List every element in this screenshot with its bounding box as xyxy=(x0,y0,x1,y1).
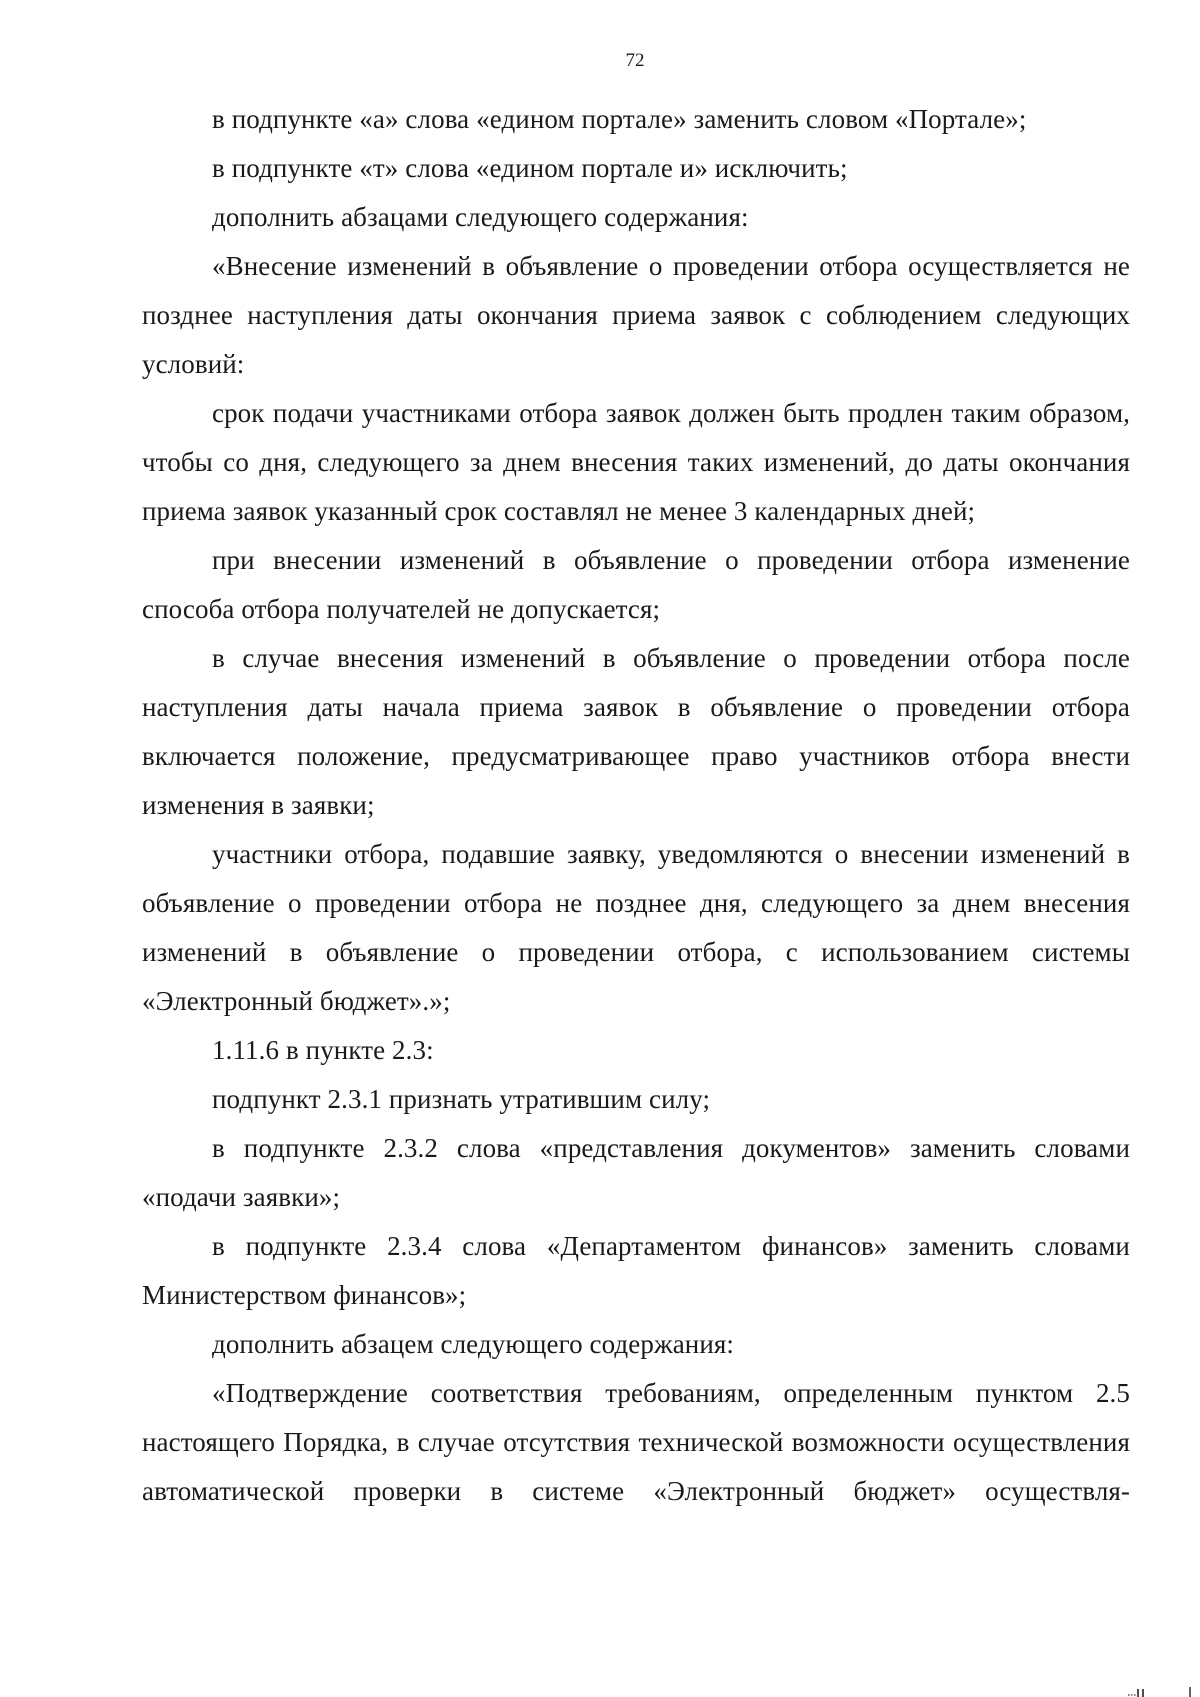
page-number: 72 xyxy=(625,50,645,71)
paragraph-8: участники отбора, подавшие заявку, уведомляются о внесении изменений в объявление о проведении отбора не позднее дня, следующего за днем внесения изменений в объявление о проведении отбора, с использованием системы «Электронный бюджет».»; xyxy=(142,839,1130,1016)
scan-edge-mark xyxy=(1020,1683,1200,1697)
paragraph-7: в случае внесения изменений в объявление о проведении отбора после наступления даты начала приема заявок в объявление о проведении отбора включается положение, предусматривающее право участников отбора внести изменения в заявки; xyxy=(142,643,1130,820)
paragraph-12: в подпункте 2.3.4 слова «Департаментом финансов» заменить словами Министерством финансов»; xyxy=(142,1231,1130,1310)
paragraph-3: дополнить абзацами следующего содержания: xyxy=(212,202,749,232)
paragraph-10: подпункт 2.3.1 признать утратившим силу; xyxy=(212,1084,711,1114)
paragraph-1: в подпункте «а» слова «едином портале» заменить словом «Портале»; xyxy=(212,104,1027,134)
paragraph-13: дополнить абзацем следующего содержания: xyxy=(212,1329,735,1359)
document-body xyxy=(142,95,1130,1516)
paragraph-9: 1.11.6 в пункте 2.3: xyxy=(212,1035,434,1065)
paragraph-11: в подпункте 2.3.2 слова «представления документов» заменить словами «подачи заявки»; xyxy=(142,1133,1130,1212)
paragraph-2: в подпункте «т» слова «едином портале и» исключить; xyxy=(212,153,848,183)
paragraph-5: срок подачи участниками отбора заявок должен быть продлен таким образом, чтобы со дня, следующего за днем внесения таких изменений, до даты окончания приема заявок указанный срок составлял не менее 3 календарных дней; xyxy=(142,398,1130,526)
paragraph-4: «Внесение изменений в объявление о проведении отбора осуществляется не позднее наступления даты окончания приема заявок с соблюдением следующих условий: xyxy=(142,251,1130,379)
paragraph-14: «Подтверждение соответствия требованиям, определенным пунктом 2.5 настоящего Порядка, в случае отсутствия технической возможности осуществления автоматической проверки в системе «Электронный бюджет» осуществля- xyxy=(142,1378,1130,1506)
paragraph-6: при внесении изменений в объявление о проведении отбора изменение способа отбора получателей не допускается; xyxy=(142,545,1130,624)
